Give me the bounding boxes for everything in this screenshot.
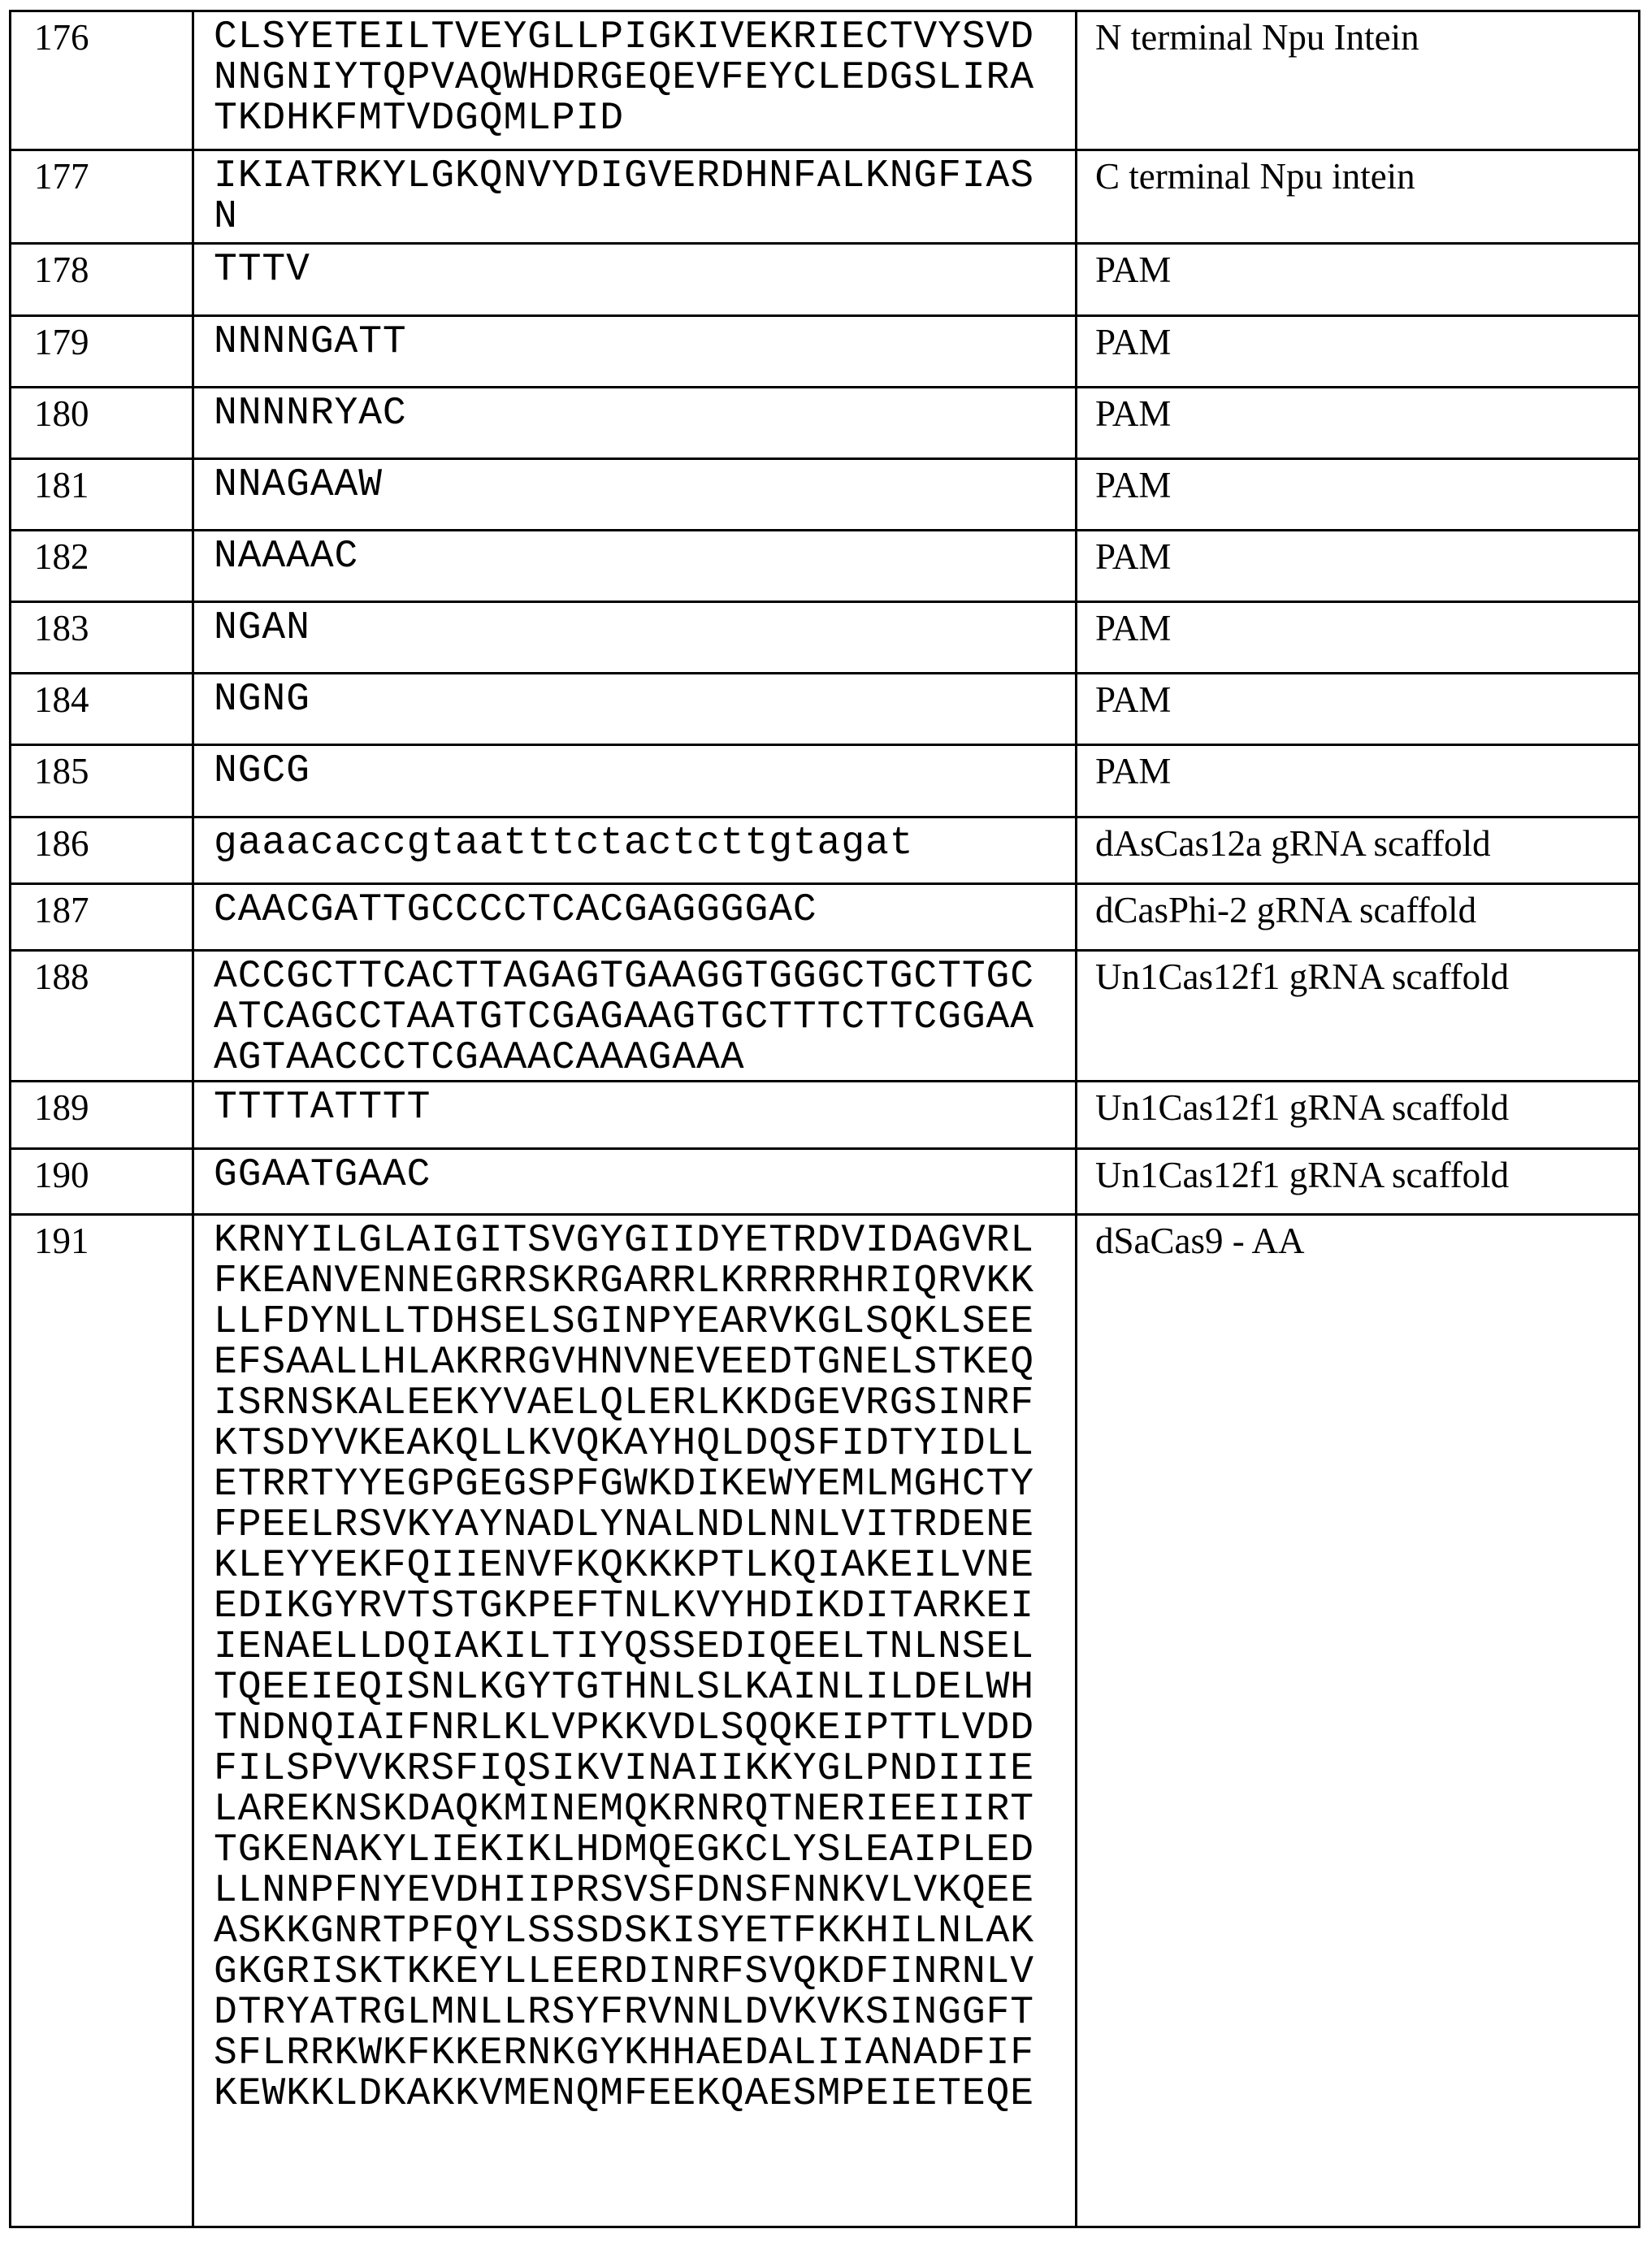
table-row bbox=[11, 674, 1640, 745]
sequence-line: KTSDYVKEAKQLLKVQKAYHQLDQSFIDTYIDLL bbox=[214, 1422, 1034, 1466]
sequence-cell bbox=[193, 602, 1077, 674]
description-cell: dSaCas9 - AA bbox=[1077, 1215, 1640, 2227]
description-cell: Un1Cas12f1 gRNA scaffold bbox=[1077, 1149, 1640, 1215]
sequence-cell bbox=[193, 531, 1077, 602]
sequence-cell bbox=[193, 316, 1077, 388]
seq-id-cell: 178 bbox=[11, 244, 193, 316]
table-row bbox=[11, 1149, 1640, 1215]
seq-id-cell: 188 bbox=[11, 951, 193, 1082]
sequence-line: EDIKGYRVTSTGKPEFTNLKVYHDIKDITARKEI bbox=[214, 1585, 1034, 1628]
sequence-line: ETRRTYYEGPGEGSPFGWKDIKEWYEMLMGHCTY bbox=[214, 1463, 1034, 1507]
sequence-line: TTTV bbox=[214, 248, 310, 292]
sequence-line: ACCGCTTCACTTAGAGTGAAGGTGGGCTGCTTGC bbox=[214, 955, 1034, 999]
sequence-table bbox=[9, 10, 1640, 2228]
sequence-line: LAREKNSKDAQKMINEMQKRNRQTNERIEEIIRT bbox=[214, 1788, 1034, 1832]
description-cell: PAM bbox=[1077, 602, 1640, 674]
seq-id-cell: 190 bbox=[11, 1149, 193, 1215]
sequence-cell bbox=[193, 817, 1077, 884]
sequence-line: FPEELRSVKYAYNADLYNALNDLNNLVITRDENE bbox=[214, 1503, 1034, 1547]
seq-id-cell: 181 bbox=[11, 459, 193, 531]
table-row bbox=[11, 150, 1640, 244]
sequence-line: NNGNIYTQPVAQWHDRGEQEVFEYCLEDGSLIRA bbox=[214, 56, 1034, 100]
sequence-cell bbox=[193, 884, 1077, 951]
description-cell: PAM bbox=[1077, 244, 1640, 316]
description-cell: Un1Cas12f1 gRNA scaffold bbox=[1077, 951, 1640, 1082]
sequence-line: NGAN bbox=[214, 606, 310, 650]
sequence-line: KLEYYEKFQIIENVFKQKKKPTLKQIAKEILVNE bbox=[214, 1544, 1034, 1588]
table-row bbox=[11, 244, 1640, 316]
sequence-cell bbox=[193, 459, 1077, 531]
table-row bbox=[11, 316, 1640, 388]
sequence-line: KEWKKLDKAKKVMENQMFEEKQAESMPEIETEQE bbox=[214, 2072, 1034, 2116]
sequence-cell bbox=[193, 150, 1077, 244]
sequence-line: N bbox=[214, 195, 238, 239]
sequence-cell bbox=[193, 244, 1077, 316]
seq-id-cell: 191 bbox=[11, 1215, 193, 2227]
table-row bbox=[11, 1215, 1640, 2227]
sequence-line: TQEEIEQISNLKGYTGTHNLSLKAINLILDELWH bbox=[214, 1666, 1034, 1710]
sequence-line: SFLRRKWKFKKERNKGYKHHAEDALIIANADFIF bbox=[214, 2032, 1034, 2075]
sequence-line: NNNNRYAC bbox=[214, 392, 407, 436]
table-row bbox=[11, 602, 1640, 674]
description-cell: N terminal Npu Intein bbox=[1077, 11, 1640, 150]
table-row bbox=[11, 951, 1640, 1082]
description-cell: PAM bbox=[1077, 388, 1640, 459]
sequence-line: AGTAACCCTCGAAACAAAGAAA bbox=[214, 1036, 745, 1080]
sequence-line: TGKENAKYLIEKIKLHDMQEGKCLYSLEAIPLED bbox=[214, 1828, 1034, 1872]
sequence-line: DTRYATRGLMNLLRSYFRVNNLDVKVKSINGGFT bbox=[214, 1991, 1034, 2035]
sequence-cell bbox=[193, 1082, 1077, 1149]
sequence-cell bbox=[193, 1149, 1077, 1215]
sequence-line: FILSPVVKRSFIQSIKVINAIIKKYGLPNDIIIE bbox=[214, 1747, 1034, 1791]
sequence-line: NAAAAC bbox=[214, 535, 359, 579]
sequence-line: ATCAGCCTAATGTCGAGAAGTGCTTTCTTCGGAA bbox=[214, 995, 1034, 1039]
seq-id-cell: 189 bbox=[11, 1082, 193, 1149]
description-cell: PAM bbox=[1077, 316, 1640, 388]
sequence-cell bbox=[193, 11, 1077, 150]
sequence-line: LLNNPFNYEVDHIIPRSVSFDNSFNNKVLVKQEE bbox=[214, 1869, 1034, 1913]
sequence-cell bbox=[193, 745, 1077, 817]
seq-id-cell: 177 bbox=[11, 150, 193, 244]
table-row bbox=[11, 459, 1640, 531]
sequence-cell bbox=[193, 388, 1077, 459]
sequence-line: LLFDYNLLTDHSELSGINPYEARVKGLSQKLSEE bbox=[214, 1300, 1034, 1344]
sequence-line: ASKKGNRTPFQYLSSSDSKISYETFKKHILNLAK bbox=[214, 1910, 1034, 1954]
sequence-line: FKEANVENNEGRRSKRGARRLKRRRRHRIQRVKK bbox=[214, 1260, 1034, 1303]
description-cell: dAsCas12a gRNA scaffold bbox=[1077, 817, 1640, 884]
description-cell: Un1Cas12f1 gRNA scaffold bbox=[1077, 1082, 1640, 1149]
sequence-line: CLSYETEILTVEYGLLPIGKIVEKRIECTVYSVD bbox=[214, 15, 1034, 59]
sequence-cell bbox=[193, 674, 1077, 745]
description-cell: PAM bbox=[1077, 459, 1640, 531]
seq-id-cell: 184 bbox=[11, 674, 193, 745]
description-cell: dCasPhi-2 gRNA scaffold bbox=[1077, 884, 1640, 951]
table-row bbox=[11, 388, 1640, 459]
sequence-table-body bbox=[11, 11, 1640, 2227]
sequence-line: NGNG bbox=[214, 678, 310, 722]
sequence-line: CAACGATTGCCCCTCACGAGGGGAC bbox=[214, 888, 817, 932]
sequence-line: NGCG bbox=[214, 749, 310, 793]
table-row bbox=[11, 531, 1640, 602]
seq-id-cell: 182 bbox=[11, 531, 193, 602]
table-row bbox=[11, 745, 1640, 817]
seq-id-cell: 185 bbox=[11, 745, 193, 817]
seq-id-cell: 179 bbox=[11, 316, 193, 388]
table-row bbox=[11, 817, 1640, 884]
description-cell: C terminal Npu intein bbox=[1077, 150, 1640, 244]
sequence-line: KRNYILGLAIGITSVGYGIIDYETRDVIDAGVRL bbox=[214, 1219, 1034, 1263]
description-cell: PAM bbox=[1077, 531, 1640, 602]
sequence-line: GGAATGAAC bbox=[214, 1153, 431, 1197]
seq-id-cell: 187 bbox=[11, 884, 193, 951]
sequence-line: TTTTATTTT bbox=[214, 1086, 431, 1130]
seq-id-cell: 176 bbox=[11, 11, 193, 150]
sequence-line: TNDNQIAIFNRLKLVPKKVDLSQQKEIPTTLVDD bbox=[214, 1706, 1034, 1750]
sequence-line: ISRNSKALEEKYVAELQLERLKKDGEVRGSINRF bbox=[214, 1381, 1034, 1425]
sequence-line: TKDHKFMTVDGQMLPID bbox=[214, 97, 624, 141]
table-row bbox=[11, 884, 1640, 951]
sequence-line: IKIATRKYLGKQNVYDIGVERDHNFALKNGFIAS bbox=[214, 154, 1034, 198]
description-cell: PAM bbox=[1077, 745, 1640, 817]
seq-id-cell: 183 bbox=[11, 602, 193, 674]
sequence-line: GKGRISKTKKEYLLEERDINRFSVQKDFINRNLV bbox=[214, 1950, 1034, 1994]
sequence-line: IENAELLDQIAKILTIYQSSEDIQEELTNLNSEL bbox=[214, 1625, 1034, 1669]
sequence-line: NNAGAAW bbox=[214, 463, 383, 507]
sequence-cell bbox=[193, 1215, 1077, 2227]
description-cell: PAM bbox=[1077, 674, 1640, 745]
table-row bbox=[11, 11, 1640, 150]
sequence-line: EFSAALLHLAKRRGVHNVNEVEEDTGNELSTKEQ bbox=[214, 1341, 1034, 1385]
seq-id-cell: 180 bbox=[11, 388, 193, 459]
seq-id-cell: 186 bbox=[11, 817, 193, 884]
sequence-line: gaaacaccgtaatttctactcttgtagat bbox=[214, 822, 914, 865]
table-row bbox=[11, 1082, 1640, 1149]
sequence-cell bbox=[193, 951, 1077, 1082]
sequence-line: NNNNGATT bbox=[214, 320, 407, 364]
